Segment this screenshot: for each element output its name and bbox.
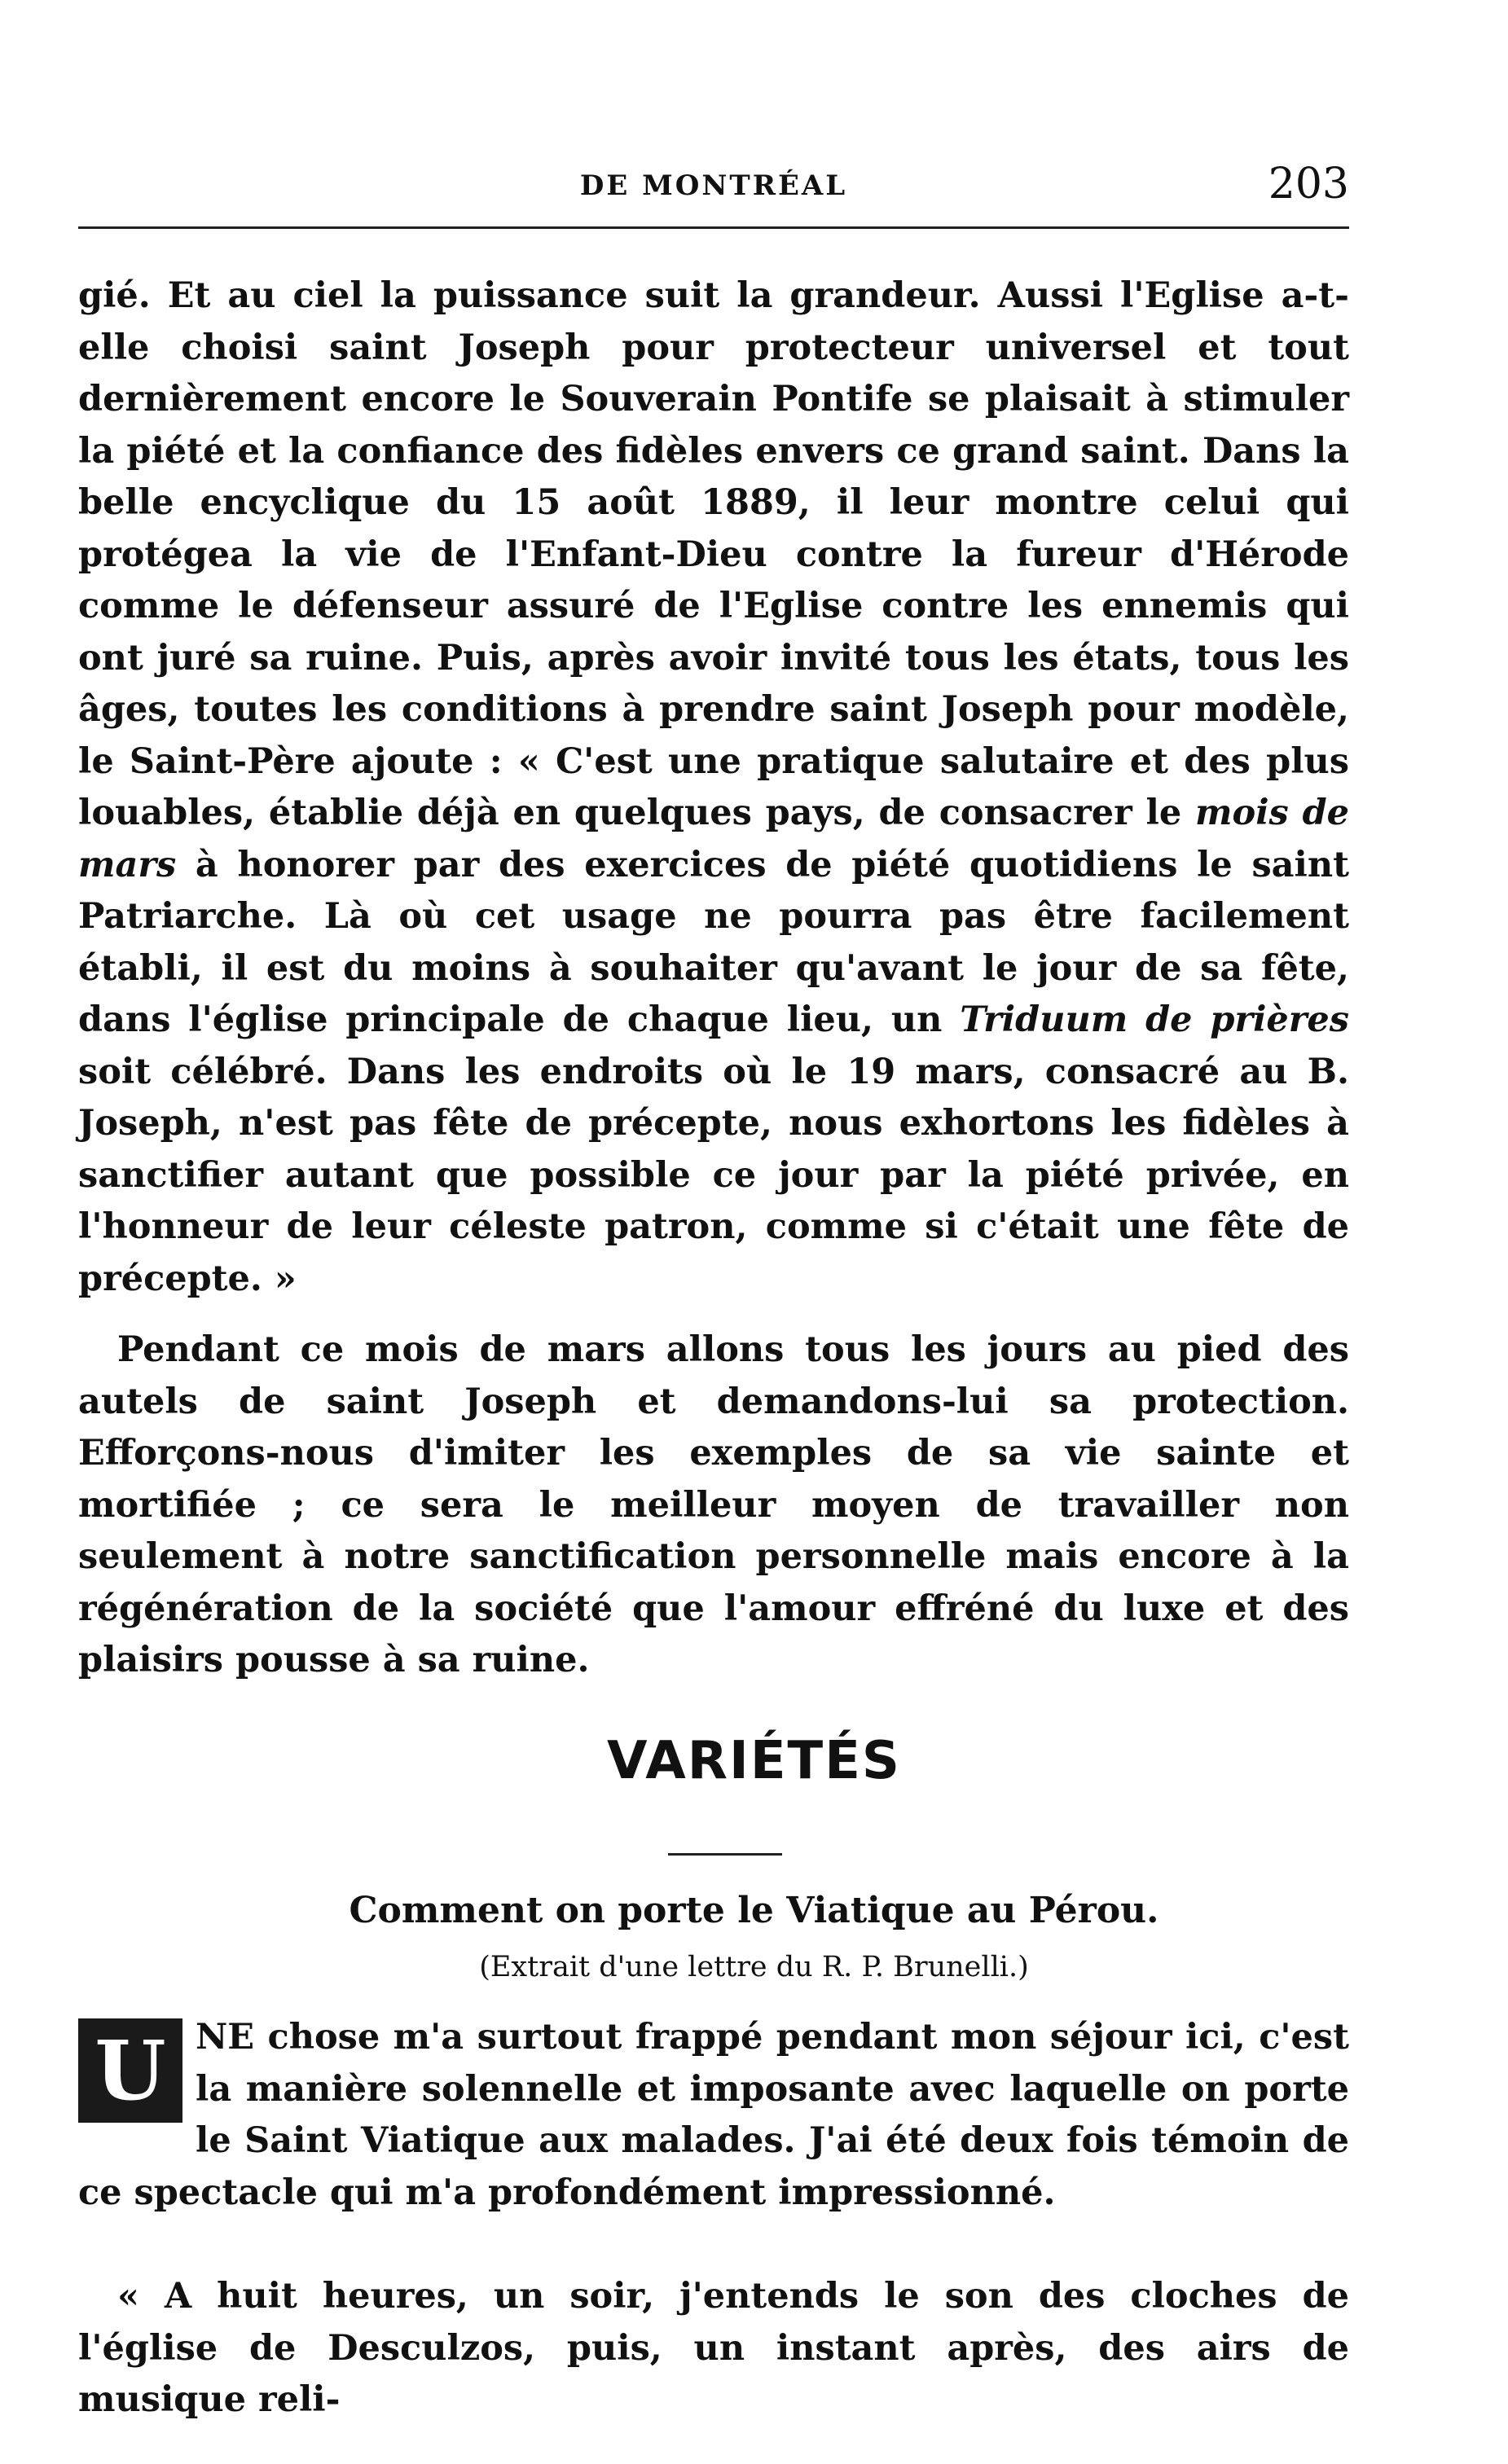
- italic-triduum: Triduum de prières: [960, 999, 1350, 1040]
- running-head-title: DE MONTRÉAL: [579, 169, 848, 202]
- section-title: VARIÉTÉS: [607, 1731, 901, 1791]
- article-title: Comment on porte le Viatique au Pérou.: [349, 1890, 1159, 1931]
- section-rule: [668, 1853, 782, 1856]
- paragraph-4: « A huit heures, un soir, j'entends le son des cloches de l'église de Desculzos, puis, un instant après, des airs de musique reli-: [78, 2276, 1349, 2420]
- paragraph-3-text: NE chose m'a surtout frappé pendant mon séjour ici, c'est la manière solennelle et imposante avec laquelle on porte le Saint Viatique aux malades. J'ai été deux fois témoin de ce spectacle qui m'a profondément impressionné.: [78, 2017, 1349, 2213]
- dropcap: U: [78, 2018, 182, 2123]
- article-subtitle: (Extrait d'une lettre du R. P. Brunelli.): [479, 1951, 1029, 1983]
- paragraph-2: Pendant ce mois de mars allons tous les jours au pied des autels de saint Joseph et demandons-lui sa protection. Efforçons-nous d'imiter les exemples de sa vie sainte et mortifiée ; ce sera le meilleur moyen de travailler non seulement à notre sanctification personnelle mais encore à la régénération de la société que l'amour effréné du luxe et des plaisirs pousse à sa ruine.: [78, 1329, 1349, 1680]
- paragraph-1-part-5: soit célébré. Dans les endroits où le 19 mars, consacré au B. Joseph, n'est pas fête de précepte, nous exhortons les fidèles à sanctifier autant que possible ce jour par la piété privée, en l'honneur de leur céleste patron, comme si c'était une fête de précepte. »: [78, 1051, 1349, 1299]
- page-number: 203: [1268, 160, 1349, 209]
- paragraph-1: [78, 270, 1349, 1305]
- paragraph-1-part-1: gié. Et au ciel la puissance suit la grandeur. Aussi l'Eglise a-t-elle choisi saint Joseph pour protecteur universel et tout dernièrement encore le Souverain Pontife se plaisait à stimuler la piété et la confiance des fidèles envers ce grand saint. Dans la belle encyclique du 15 août 1889, il leur montre celui qui protégea la vie de l'Enfant-Dieu contre la fureur d'Hérode comme le défenseur assuré de l'Eglise contre les ennemis qui ont juré sa ruine. Puis, après avoir invité tous les états, tous les âges, toutes les conditions à prendre saint Joseph pour modèle, le Saint-Père ajoute : « C'est une pratique salutaire et des plus louables, établie déjà en quelques pays, de consacrer le: [78, 275, 1349, 833]
- paragraph-1-part-3: à honorer par des exercices de piété quotidiens le saint Patriarche. Là où cet usage ne pourra pas être facilement établi, il est du moins à souhaiter qu'avant le jour de sa fête, dans l'église principale de chaque lieu, un: [78, 844, 1349, 1040]
- running-head: [78, 153, 1349, 218]
- header-rule: [78, 226, 1349, 229]
- italic-mois-de-mars: mois de mars: [78, 793, 1349, 885]
- paragraph-3: [78, 2012, 1349, 2219]
